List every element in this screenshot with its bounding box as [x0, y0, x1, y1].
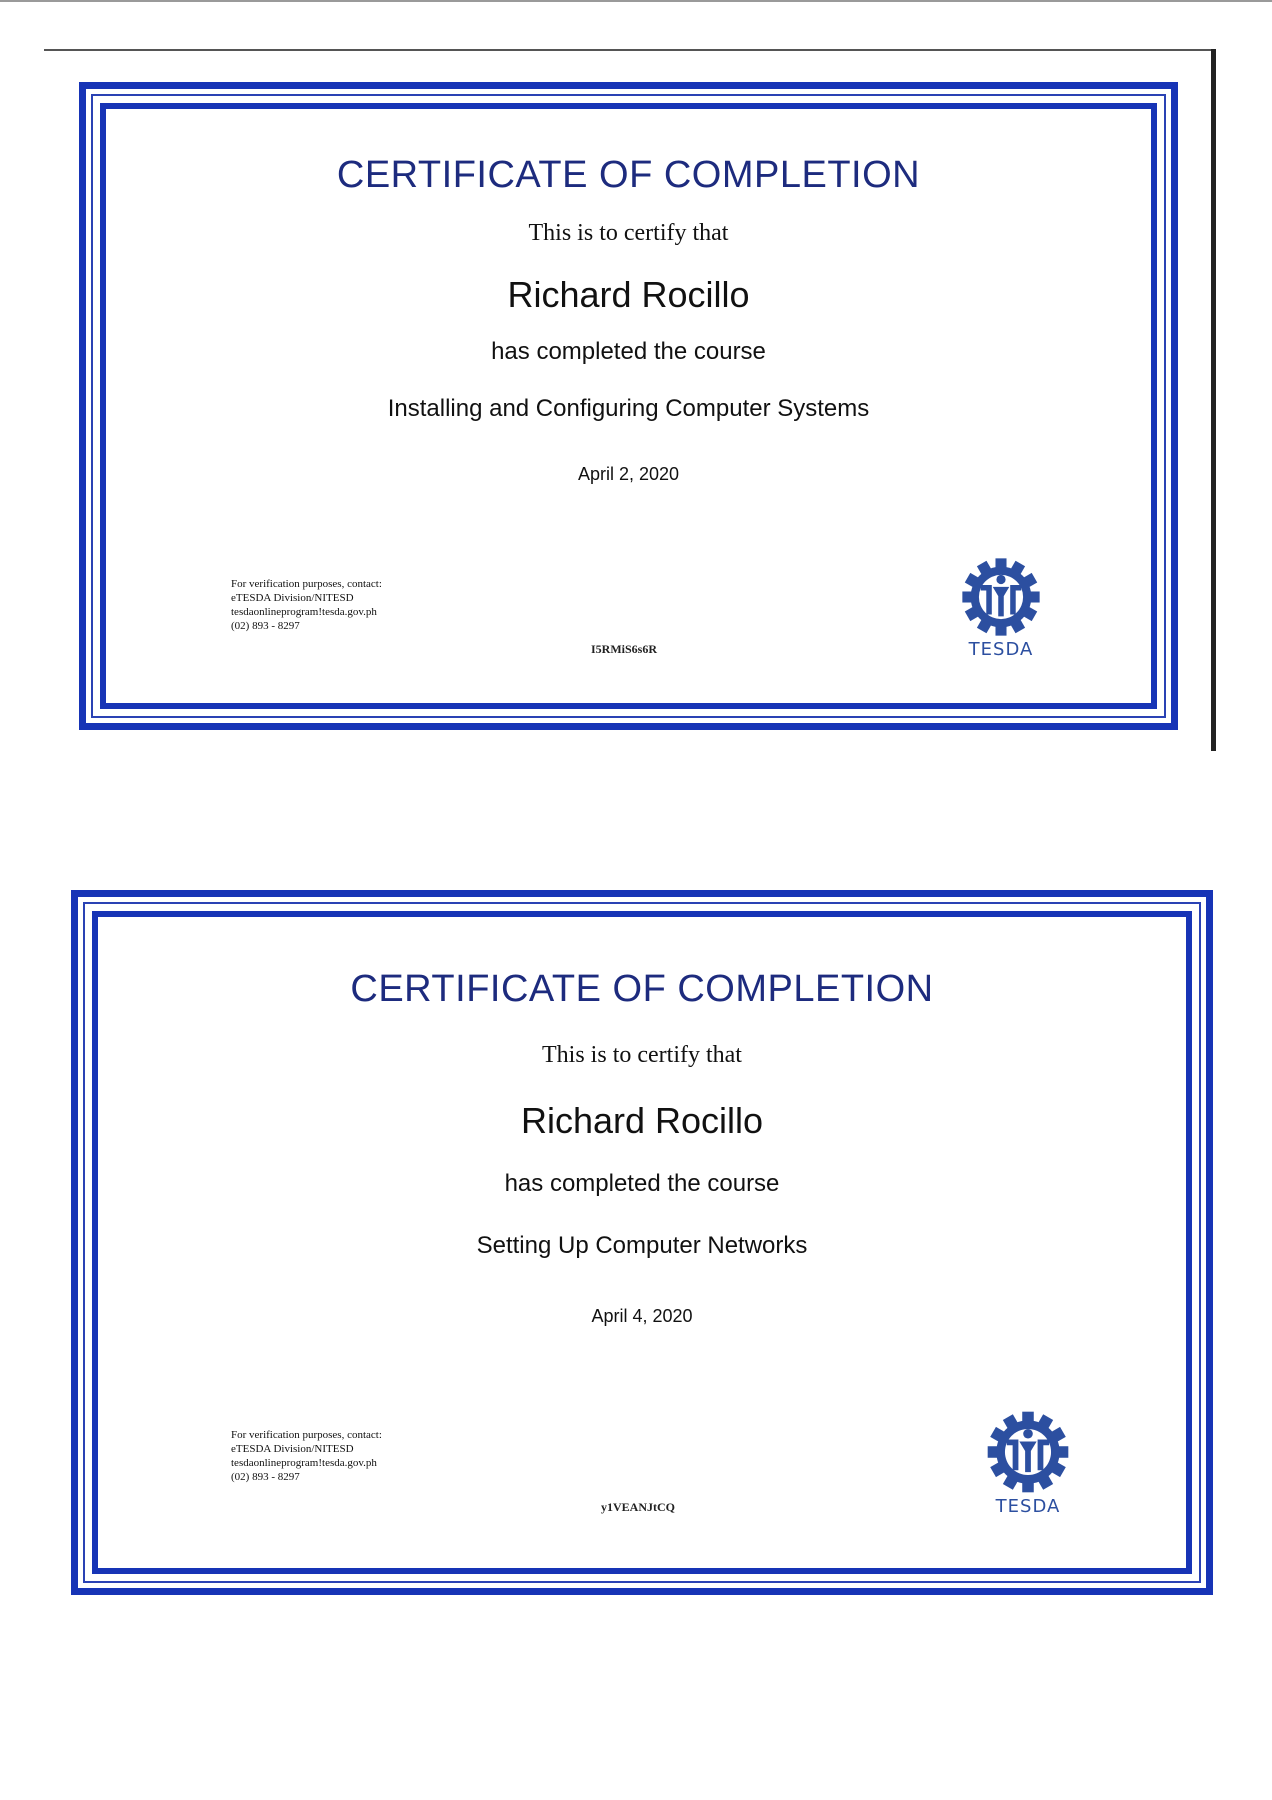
- completion-date: April 4, 2020: [591, 1306, 693, 1326]
- tesda-gear-icon: [980, 1410, 1076, 1494]
- verification-line: eTESDA Division/NITESD: [231, 1443, 354, 1455]
- verification-line: For verification purposes, contact:: [231, 578, 382, 590]
- verification-info: [231, 577, 382, 633]
- verification-line: (02) 893 - 8297: [231, 620, 300, 632]
- tesda-logo: [951, 557, 1051, 660]
- course-name: Installing and Configuring Computer Systems: [387, 395, 870, 422]
- verification-line: eTESDA Division/NITESD: [231, 592, 354, 604]
- verification-line: (02) 893 - 8297: [231, 1471, 300, 1483]
- tesda-logo-text: TESDA: [995, 1496, 1061, 1517]
- recipient-name: Richard Rocillo: [507, 274, 750, 315]
- certificate-code: y1VEANJtCQ: [601, 1500, 675, 1514]
- document-top-rule: [44, 49, 1216, 51]
- certificate-title: CERTIFICATE OF COMPLETION: [336, 154, 921, 196]
- tesda-logo-text: TESDA: [968, 639, 1034, 660]
- tesda-logo: [978, 1410, 1078, 1517]
- course-name: Setting Up Computer Networks: [476, 1232, 808, 1259]
- page-top-edge: [0, 0, 1272, 2]
- recipient-name: Richard Rocillo: [520, 1100, 764, 1141]
- verification-line: For verification purposes, contact:: [231, 1429, 382, 1441]
- verification-info: [231, 1428, 382, 1484]
- tesda-gear-icon: [955, 557, 1047, 637]
- verification-line: tesdaonlineprogram!tesda.gov.ph: [231, 606, 377, 618]
- certify-text: This is to certify that: [528, 220, 729, 246]
- certify-text: This is to certify that: [542, 1042, 742, 1068]
- completed-text: has completed the course: [504, 1170, 780, 1197]
- certificate-title: CERTIFICATE OF COMPLETION: [350, 968, 934, 1010]
- completed-text: has completed the course: [491, 338, 766, 365]
- certificate-code: I5RMiS6s6R: [590, 642, 657, 656]
- completion-date: April 2, 2020: [577, 464, 680, 484]
- certificate-card: [71, 890, 1213, 1595]
- document-right-edge: [1211, 49, 1216, 751]
- certificate-card: [79, 82, 1178, 730]
- verification-line: tesdaonlineprogram!tesda.gov.ph: [231, 1457, 377, 1469]
